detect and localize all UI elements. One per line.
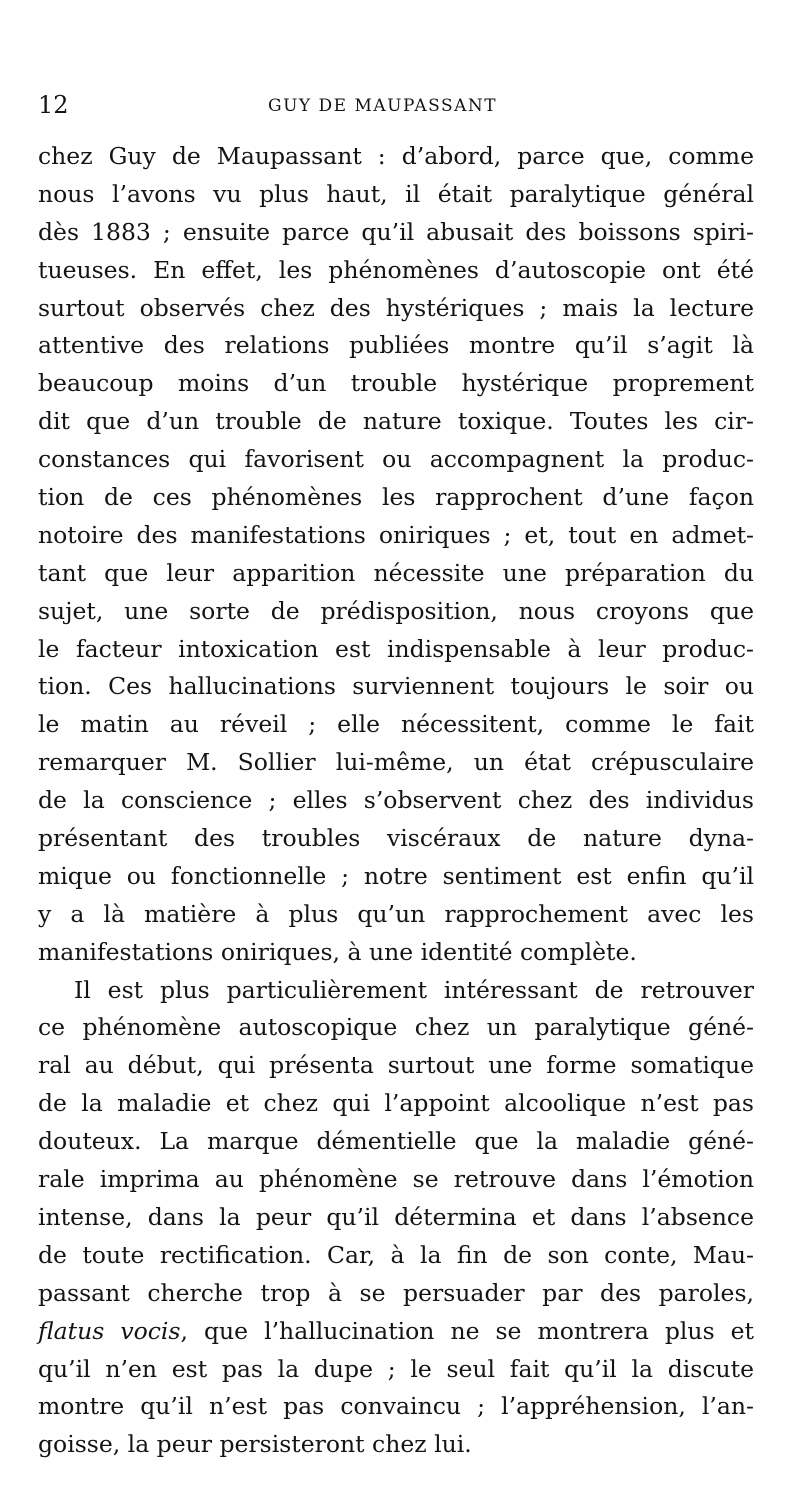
text-line: intense, dans la peur qu’il détermina et dans l’absence <box>38 1202 754 1231</box>
text-line: constances qui favorisent ou accompagnent la produc- <box>38 445 754 474</box>
text-line-mixed <box>38 1313 754 1351</box>
text-line: beaucoup moins d’un trouble hystérique proprement <box>38 369 754 398</box>
text-line: le facteur intoxication est indispensable à leur produc- <box>38 634 754 663</box>
text-line: tion. Ces hallucinations surviennent toujours le soir ou <box>38 672 754 701</box>
text-line: dès 1883 ; ensuite parce qu’il abusait des boissons spiri- <box>38 217 754 246</box>
text-line: mique ou fonctionnelle ; notre sentiment est enfin qu’il <box>38 861 754 890</box>
paragraph-1 <box>38 138 754 972</box>
text-line: sujet, une sorte de prédisposition, nous croyons que <box>38 596 754 625</box>
text-line: ce phénomène autoscopique chez un paralytique géné- <box>38 1013 754 1042</box>
text-line: manifestations oniriques, à une identité complète. <box>38 937 637 966</box>
text-line: qu’il n’en est pas la dupe ; le seul fait qu’il la discute <box>38 1354 754 1383</box>
text-line: nous l’avons vu plus haut, il était paralytique général <box>38 179 754 208</box>
text-line: Il est plus particulièrement intéressant de retrouver <box>74 975 754 1004</box>
text-line: remarquer M. Sollier lui-même, un état crépusculaire <box>38 748 754 777</box>
text-line: ral au début, qui présenta surtout une forme somatique <box>38 1051 754 1080</box>
text-line: dit que d’un trouble de nature toxique. Toutes les cir- <box>38 407 754 436</box>
text-line: tueuses. En effet, les phénomènes d’autoscopie ont été <box>38 255 754 284</box>
text-line: y a là matière à plus qu’un rapprochement avec les <box>38 899 754 928</box>
text-line: tion de ces phénomènes les rapprochent d’une façon <box>38 483 754 512</box>
text-line: de la conscience ; elles s’observent chez des individus <box>38 786 754 815</box>
text-line: de toute rectification. Car, à la fin de son conte, Mau- <box>38 1240 754 1269</box>
text-line: de la maladie et chez qui l’appoint alcoolique n’est pas <box>38 1089 754 1118</box>
page-number: 12 <box>38 91 69 119</box>
text-line: montre qu’il n’est pas convaincu ; l’appréhension, l’an- <box>38 1392 754 1421</box>
text-line: attentive des relations publiées montre qu’il s’agit là <box>38 331 754 360</box>
text-line: douteux. La marque démentielle que la maladie géné- <box>38 1127 754 1156</box>
text-line: goisse, la peur persisteront chez lui. <box>38 1430 472 1459</box>
text-line: présentant des troubles viscéraux de nature dyna- <box>38 824 754 853</box>
text-line: tant que leur apparition nécessite une préparation du <box>38 558 754 587</box>
text-line: notoire des manifestations oniriques ; et, tout en admet- <box>38 520 754 549</box>
text-line: le matin au réveil ; elle nécessitent, comme le fait <box>38 710 754 739</box>
body-text <box>38 138 754 1464</box>
text-line: passant cherche trop à se persuader par des paroles, <box>38 1278 754 1307</box>
text-line: chez Guy de Maupassant : d’abord, parce que, comme <box>38 142 754 170</box>
paragraph-2 <box>38 972 754 1465</box>
text-fragment: , que l’hallucination ne se montrera plus et <box>180 1316 754 1345</box>
text-line: rale imprima au phénomène se retrouve dans l’émotion <box>38 1165 754 1194</box>
running-head <box>38 90 760 120</box>
italic-phrase: flatus vocis <box>38 1316 181 1345</box>
running-title: GUY DE MAUPASSANT <box>268 96 498 116</box>
text-line: surtout observés chez des hystériques ; mais la lecture <box>38 293 754 322</box>
